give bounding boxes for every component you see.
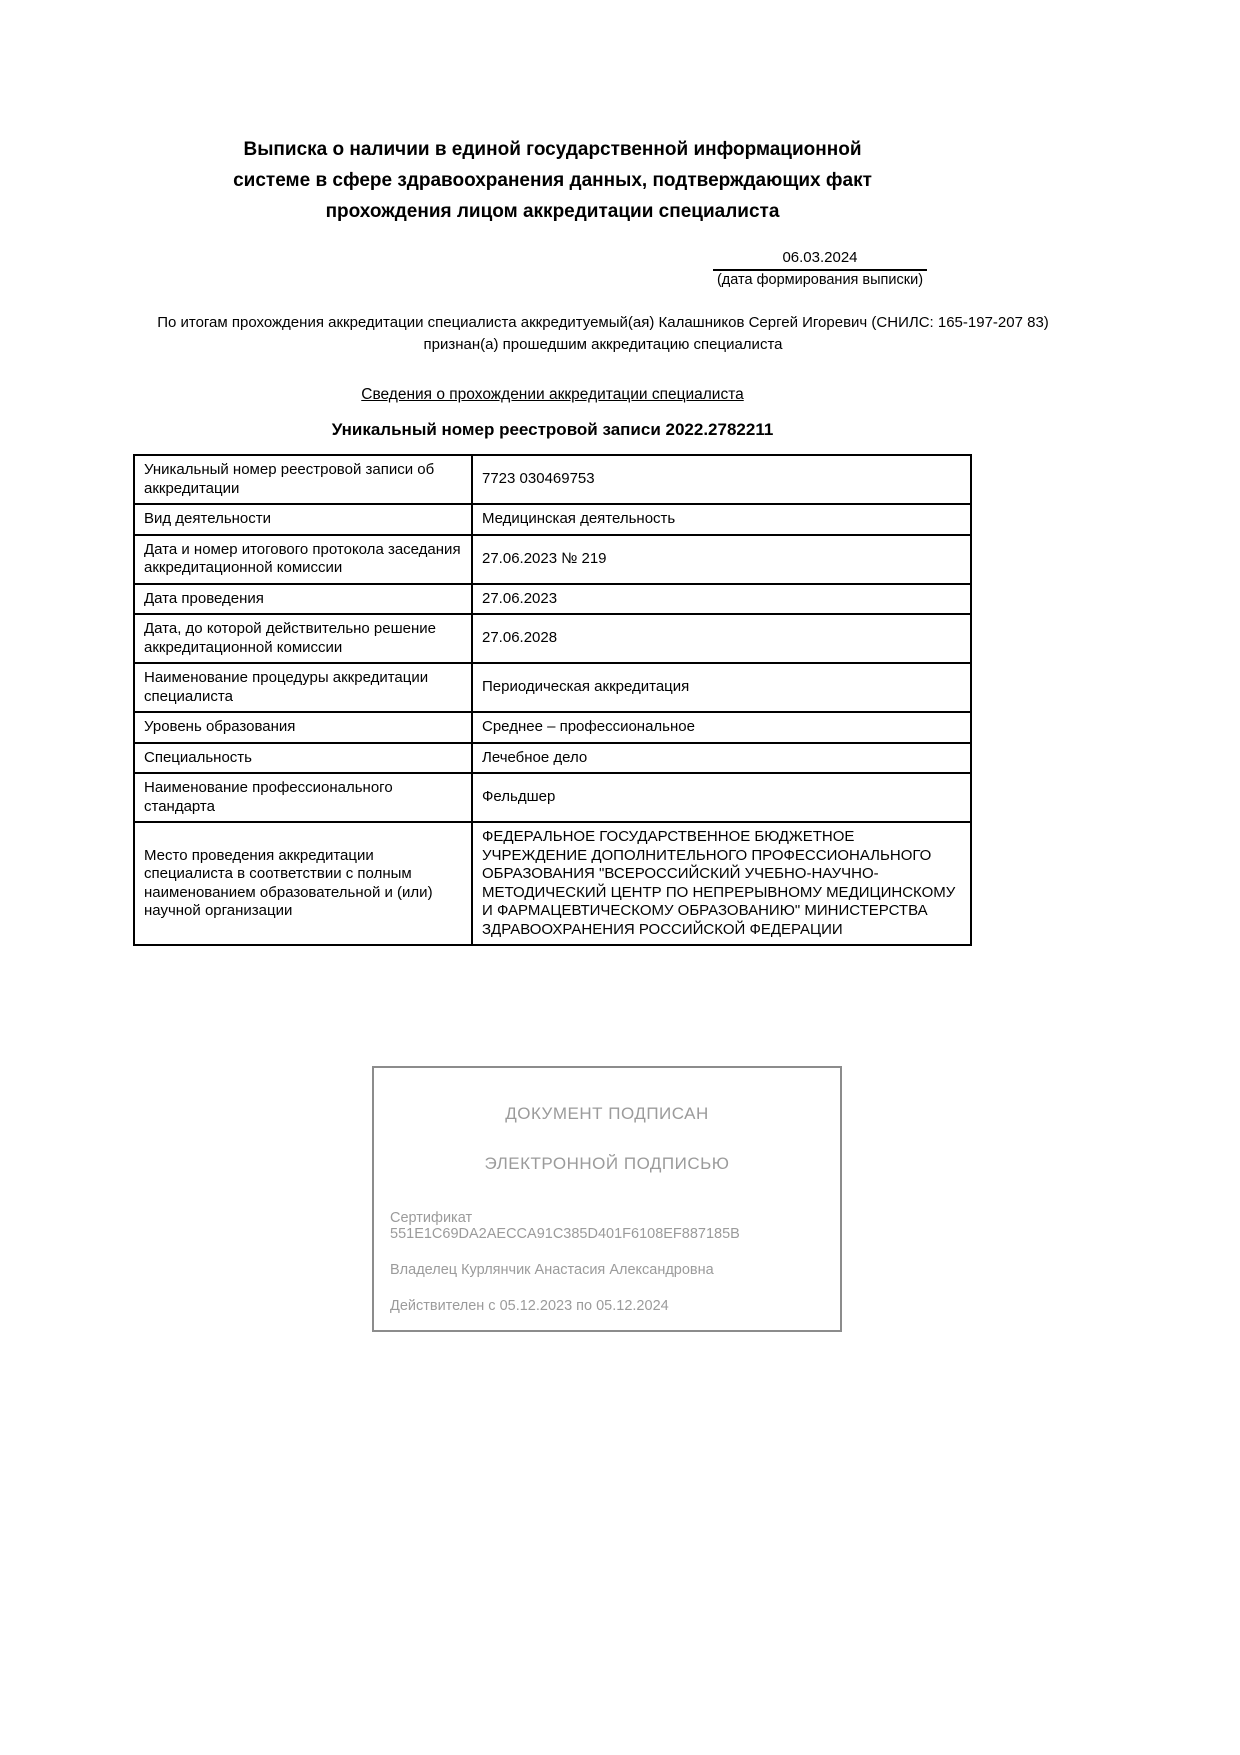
table-row [134,535,971,584]
row-label: Уникальный номер реестровой записи об аккредитации [134,455,472,504]
row-value: 7723 030469753 [472,455,971,504]
row-label: Вид деятельности [134,504,472,535]
row-label: Наименование процедуры аккредитации специалиста [134,663,472,712]
table-row [134,743,971,774]
accreditation-table [133,454,972,946]
electronic-signature-box [372,1066,842,1332]
row-label: Дата, до которой действительно решение аккредитационной комиссии [134,614,472,663]
table-row [134,504,971,535]
document-title-line1: Выписка о наличии в единой государственной информационной [243,139,862,160]
document-title [133,134,972,227]
issue-date-caption: (дата формирования выписки) [716,272,924,288]
signature-validity: Действителен с 05.12.2023 по 05.12.2024 [390,1298,669,1314]
issue-date-block [713,249,927,288]
signature-title-line2: ЭЛЕКТРОННОЙ ПОДПИСЬЮ [484,1154,730,1173]
section-heading: Сведения о прохождении аккредитации специалиста [361,386,744,403]
document-title-line2: системе в сфере здравоохранения данных, подтверждающих факт [233,170,872,191]
table-body [134,455,971,945]
signature-title-line1: ДОКУМЕНТ ПОДПИСАН [505,1104,709,1123]
row-value: 27.06.2028 [472,614,971,663]
intro-line1: По итогам прохождения аккредитации специалиста аккредитуемый(ая) Калашников Сергей Игоревич (СНИЛС: 165-197-207 83) [157,314,1049,331]
table-row [134,614,971,663]
row-label: Место проведения аккредитации специалиста в соответствии с полным наименованием образовательной и (или) научной организации [134,822,472,945]
row-label: Уровень образования [134,712,472,743]
table-row [134,773,971,822]
row-value: ФЕДЕРАЛЬНОЕ ГОСУДАРСТВЕННОЕ БЮДЖЕТНОЕ УЧРЕЖДЕНИЕ ДОПОЛНИТЕЛЬНОГО ПРОФЕССИОНАЛЬНОГО ОБРАЗОВАНИЯ "ВСЕРОССИЙСКИЙ УЧЕБНО-НАУЧНО-МЕТОДИЧЕСКИЙ ЦЕНТР ПО НЕПРЕРЫВНОМУ МЕДИЦИНСКОМУ И ФАРМАЦЕВТИЧЕСКОМУ ОБРАЗОВАНИЮ" МИНИСТЕРСТВА ЗДРАВООХРАНЕНИЯ РОССИЙСКОЙ ФЕДЕРАЦИИ [472,822,971,945]
document-title-line3: прохождения лицом аккредитации специалиста [325,201,780,222]
table-row [134,584,971,615]
issue-date: 06.03.2024 [713,249,927,271]
signature-owner: Владелец Курлянчик Анастасия Александровна [390,1262,714,1278]
row-value: Фельдшер [472,773,971,822]
row-value: Периодическая аккредитация [472,663,971,712]
row-value: Среднее – профессиональное [472,712,971,743]
table-row [134,663,971,712]
row-value: Медицинская деятельность [472,504,971,535]
signature-certificate: Сертификат 551E1C69DA2AECCA91C385D401F6108EF887185B [390,1210,740,1242]
intro-line2: признан(а) прошедшим аккредитацию специалиста [423,336,783,353]
intro-paragraph [123,312,1083,356]
table-row [134,455,971,504]
row-label: Наименование профессионального стандарта [134,773,472,822]
row-label: Дата и номер итогового протокола заседания аккредитационной комиссии [134,535,472,584]
row-value: 27.06.2023 [472,584,971,615]
table-row [134,712,971,743]
row-value: Лечебное дело [472,743,971,774]
registry-number-heading: Уникальный номер реестровой записи 2022.2782211 [331,420,774,439]
content-wrapper [133,0,1049,1332]
row-value: 27.06.2023 № 219 [472,535,971,584]
table-row [134,822,971,945]
row-label: Специальность [134,743,472,774]
row-label: Дата проведения [134,584,472,615]
